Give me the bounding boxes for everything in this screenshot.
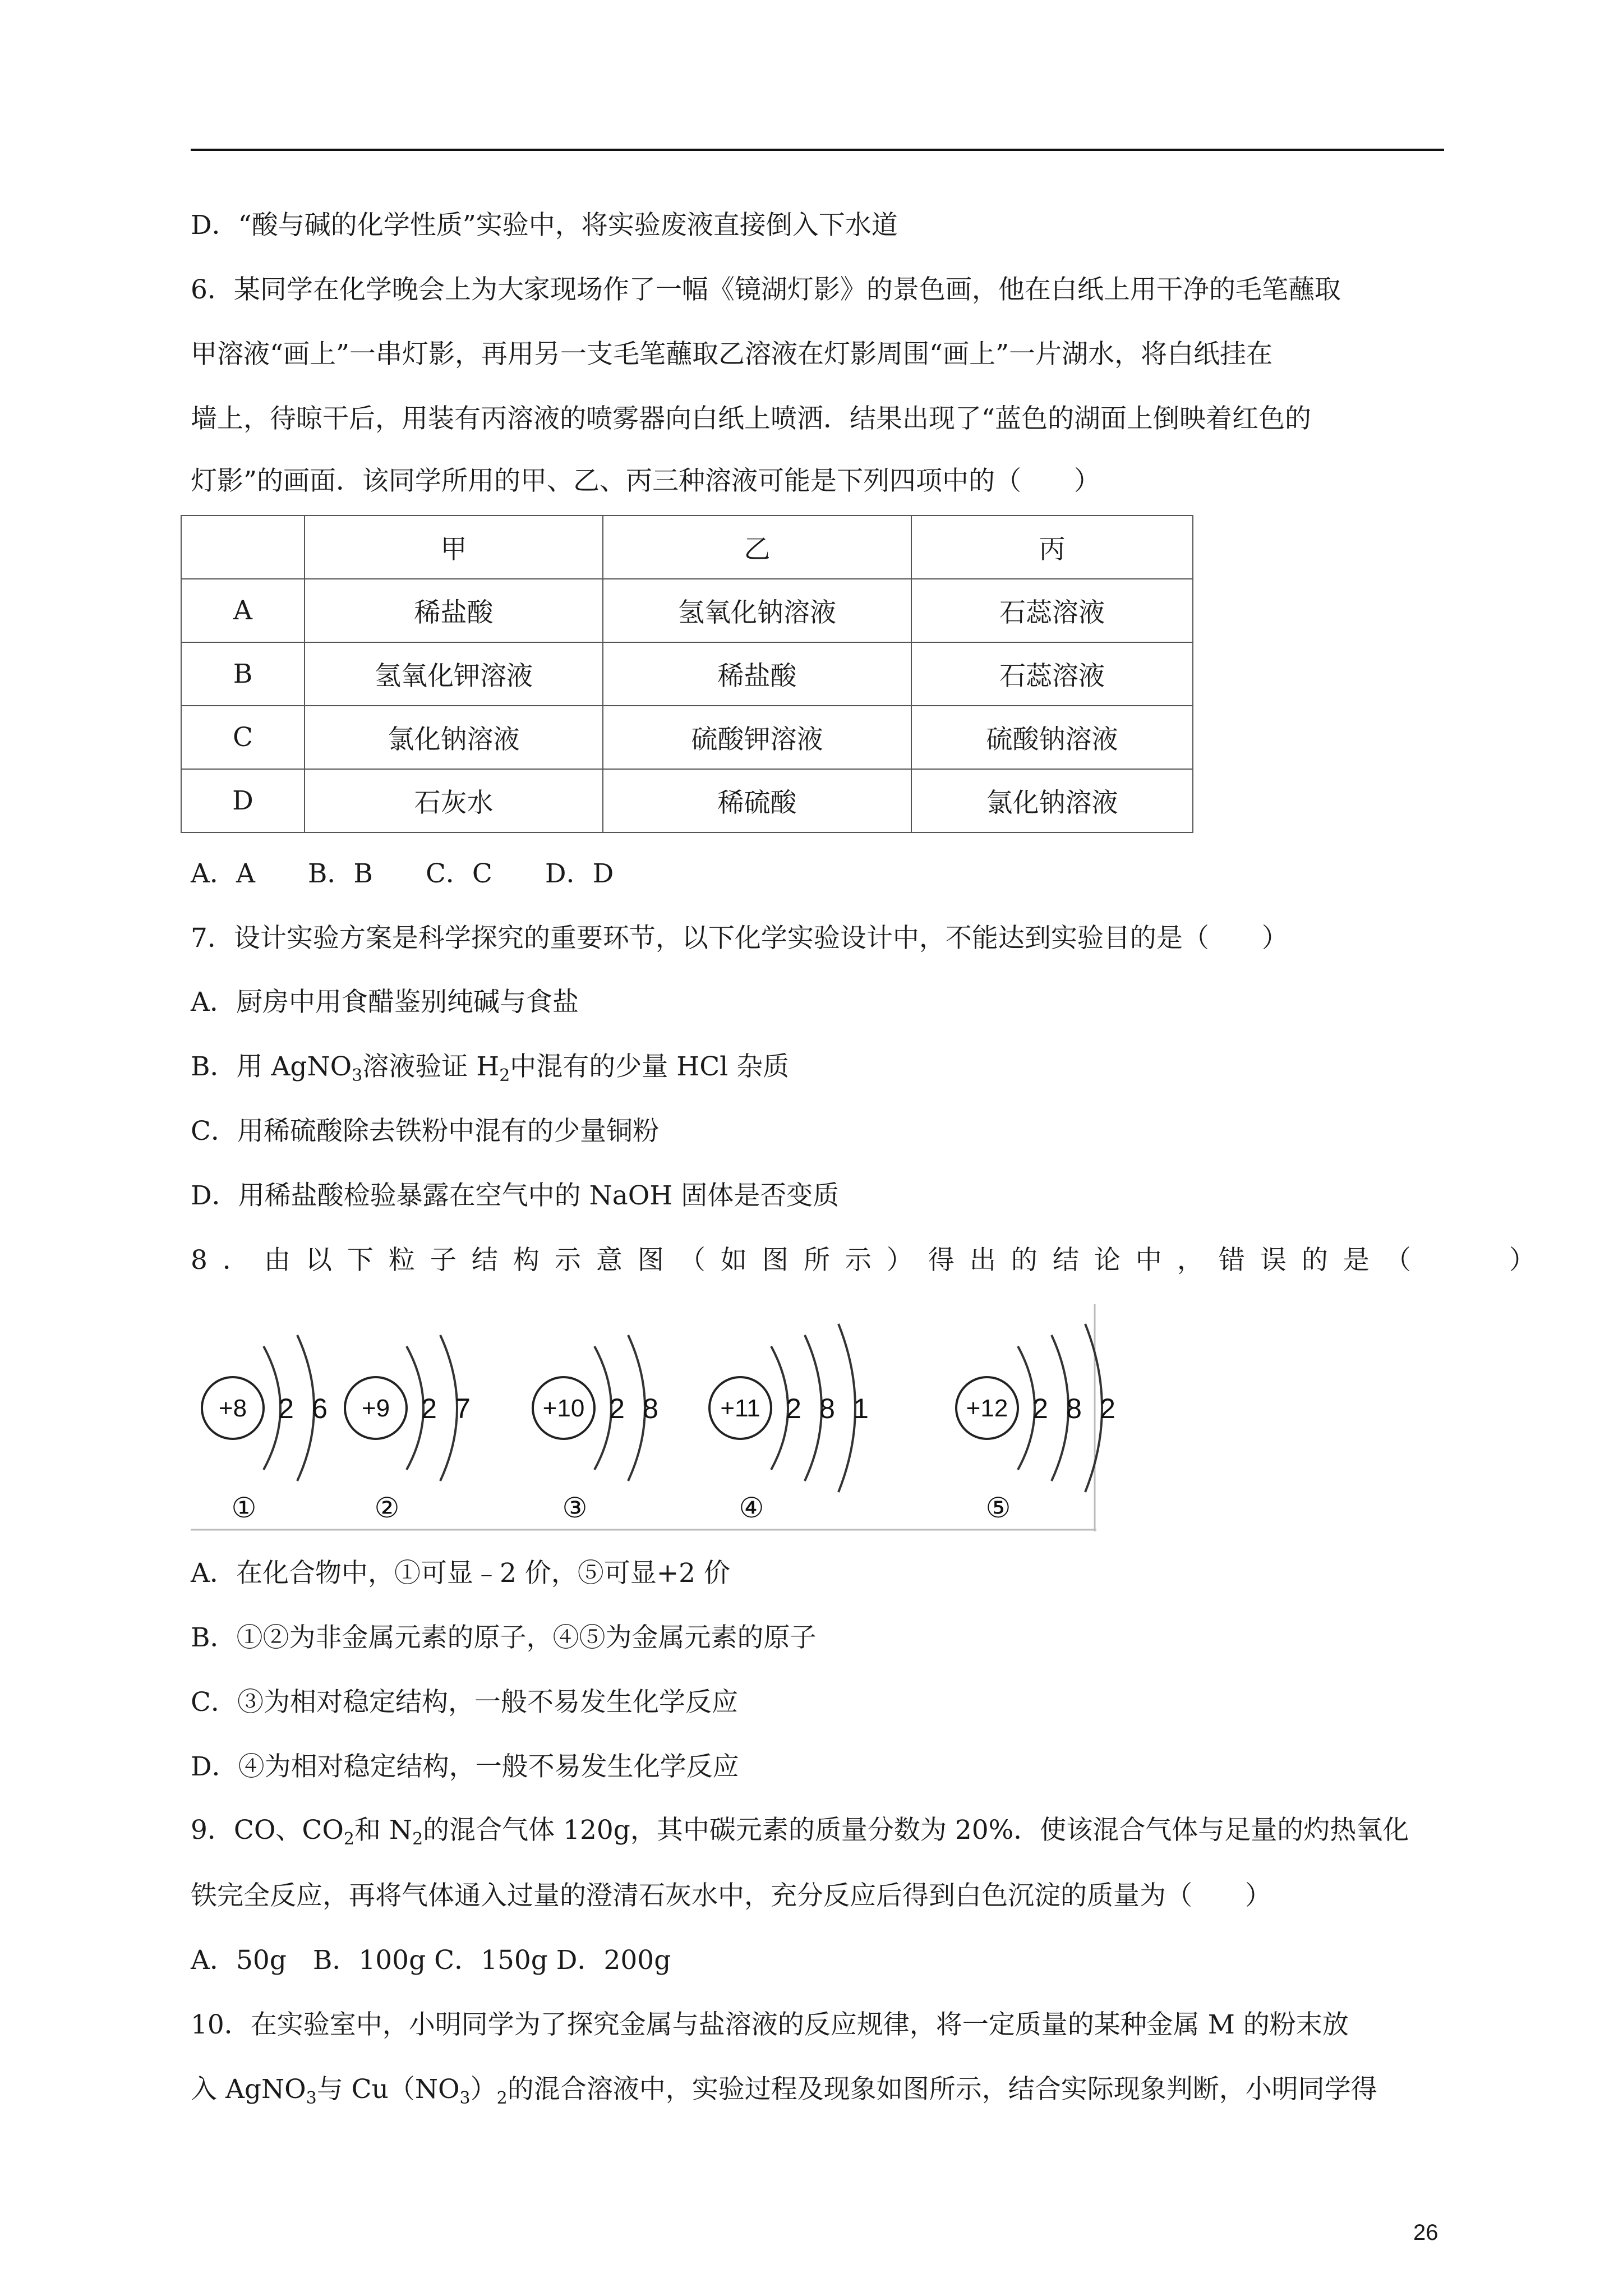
table-cell: 稀盐酸 xyxy=(305,579,603,642)
nucleus-charge: +11 xyxy=(720,1395,760,1422)
q9-text-line1: 9．CO、$CO_2$和 $N_2$的混合气体 120g，其中碳元素的质量分数为 20%．使该混合气体与足量的灼热氧化 xyxy=(191,1815,1409,1849)
atom-label: ② xyxy=(374,1492,400,1524)
table-cell: D xyxy=(181,769,305,832)
table-row xyxy=(181,642,1193,706)
table-cell: 乙 xyxy=(603,516,911,579)
q7-option-d: D．用稀盐酸检验暴露在空气中的 NaOH 固体是否变质 xyxy=(191,1180,840,1211)
q6-answer-options: A．A B．B C．C D．D xyxy=(191,858,614,889)
particle-structure-diagram xyxy=(191,1304,1115,1531)
q8-text: 8．由以下粒子结构示意图（如图所示）得出的结论中，错误的是（ ） xyxy=(191,1245,1551,1276)
shell-electron-count: 7 xyxy=(455,1393,471,1424)
table-cell: 稀硫酸 xyxy=(603,769,911,832)
atom-label: ③ xyxy=(562,1492,588,1524)
table-cell: 稀盐酸 xyxy=(603,642,911,706)
table-row xyxy=(181,706,1193,769)
shell-electron-count: 2 xyxy=(278,1393,294,1424)
atom-structure xyxy=(709,1324,869,1524)
table-cell: 氢氧化钾溶液 xyxy=(305,642,603,706)
q6-text-line1: 6．某同学在化学晚会上为大家现场作了一幅《镜湖灯影》的景色画，他在白纸上用干净的毛笔蘸取 xyxy=(191,274,1341,305)
table-cell: A xyxy=(181,579,305,642)
q7-option-a: A．厨房中用食醋鉴别纯碱与食盐 xyxy=(191,987,579,1018)
table-cell xyxy=(181,516,305,579)
q8-option-c: C．③为相对稳定结构，一般不易发生化学反应 xyxy=(191,1687,738,1718)
table-cell: B xyxy=(181,642,305,706)
shell-electron-count: 2 xyxy=(786,1393,801,1424)
shell-electron-count: 2 xyxy=(609,1393,625,1424)
atom-structure xyxy=(202,1335,328,1524)
table-cell: 甲 xyxy=(305,516,603,579)
table-cell: 氢氧化钠溶液 xyxy=(603,579,911,642)
atom-structure xyxy=(345,1335,471,1524)
nucleus-charge: +12 xyxy=(966,1395,1008,1422)
page-number: 26 xyxy=(1413,2220,1438,2245)
q8-option-a: A．在化合物中，①可显﹣2 价，⑤可显+2 价 xyxy=(191,1558,731,1589)
q6-text-line3: 墙上，待晾干后，用装有丙溶液的喷雾器向白纸上喷洒．结果出现了“蓝色的湖面上倒映着红色的 xyxy=(191,403,1312,434)
shell-electron-count: 2 xyxy=(1100,1393,1115,1424)
q7-option-b: B．用 AgNO$_3$溶液验证 $H_2$中混有的少量 HCl 杂质 xyxy=(191,1051,790,1085)
table-cell: 硫酸钠溶液 xyxy=(911,706,1193,769)
q6-text-line4: 灯影”的画面．该同学所用的甲、乙、丙三种溶液可能是下列四项中的（ ） xyxy=(191,466,1101,496)
shell-electron-count: 2 xyxy=(1032,1393,1048,1424)
table-cell: C xyxy=(181,706,305,769)
atom-label: ① xyxy=(231,1492,257,1524)
table-cell: 石灰水 xyxy=(305,769,603,832)
q8-option-d: D．④为相对稳定结构，一般不易发生化学反应 xyxy=(191,1751,739,1782)
table-cell: 硫酸钾溶液 xyxy=(603,706,911,769)
q9-answer-options: A．50g B．100g C．150g D．200g xyxy=(191,1945,671,1976)
atom-structure xyxy=(956,1324,1115,1524)
table-row xyxy=(181,769,1193,832)
atom-label: ⑤ xyxy=(985,1492,1011,1524)
atom-structure xyxy=(533,1335,658,1524)
nucleus-charge: +9 xyxy=(361,1395,390,1422)
table-cell: 丙 xyxy=(911,516,1193,579)
table-cell: 石蕊溶液 xyxy=(911,642,1193,706)
table-header-row xyxy=(181,516,1193,579)
nucleus-charge: +10 xyxy=(542,1395,585,1422)
q10-text-line1: 10．在实验室中，小明同学为了探究金属与盐溶液的反应规律，将一定质量的某种金属 M 的粉末放 xyxy=(191,2009,1349,2040)
q6-options-table xyxy=(181,515,1193,833)
q6-text-line2: 甲溶液“画上”一串灯影，再用另一支毛笔蘸取乙溶液在灯影周围“画上”一片湖水，将白纸挂在 xyxy=(191,339,1273,370)
shell-electron-count: 1 xyxy=(853,1393,869,1424)
atom-label: ④ xyxy=(739,1492,764,1524)
shell-electron-count: 8 xyxy=(1066,1393,1082,1424)
shell-electron-count: 2 xyxy=(421,1393,437,1424)
shell-electron-count: 6 xyxy=(312,1393,328,1424)
q7-text: 7．设计实验方案是科学探究的重要环节，以下化学实验设计中，不能达到实验目的是（ ） xyxy=(191,923,1288,954)
shell-electron-count: 8 xyxy=(643,1393,658,1424)
header-rule xyxy=(191,149,1444,151)
q9-text-line2: 铁完全反应，再将气体通入过量的澄清石灰水中，充分反应后得到白色沉淀的质量为（ ） xyxy=(191,1880,1271,1911)
nucleus-charge: +8 xyxy=(218,1395,247,1422)
q8-option-b: B．①②为非金属元素的原子，④⑤为金属元素的原子 xyxy=(191,1622,817,1653)
shell-electron-count: 8 xyxy=(819,1393,835,1424)
q7-option-c: C．用稀硫酸除去铁粉中混有的少量铜粉 xyxy=(191,1116,659,1147)
q5-option-d: D．“酸与碱的化学性质”实验中，将实验废液直接倒入下水道 xyxy=(191,210,898,241)
table-cell: 氯化钠溶液 xyxy=(305,706,603,769)
table-row xyxy=(181,579,1193,642)
table-cell: 氯化钠溶液 xyxy=(911,769,1193,832)
table-cell: 石蕊溶液 xyxy=(911,579,1193,642)
q10-text-line2: 入 AgNO$_3$与 $Cu(NO_3)_2$的混合溶液中，实验过程及现象如图所示，结合实际现象判断，小明同学得 xyxy=(191,2074,1377,2108)
